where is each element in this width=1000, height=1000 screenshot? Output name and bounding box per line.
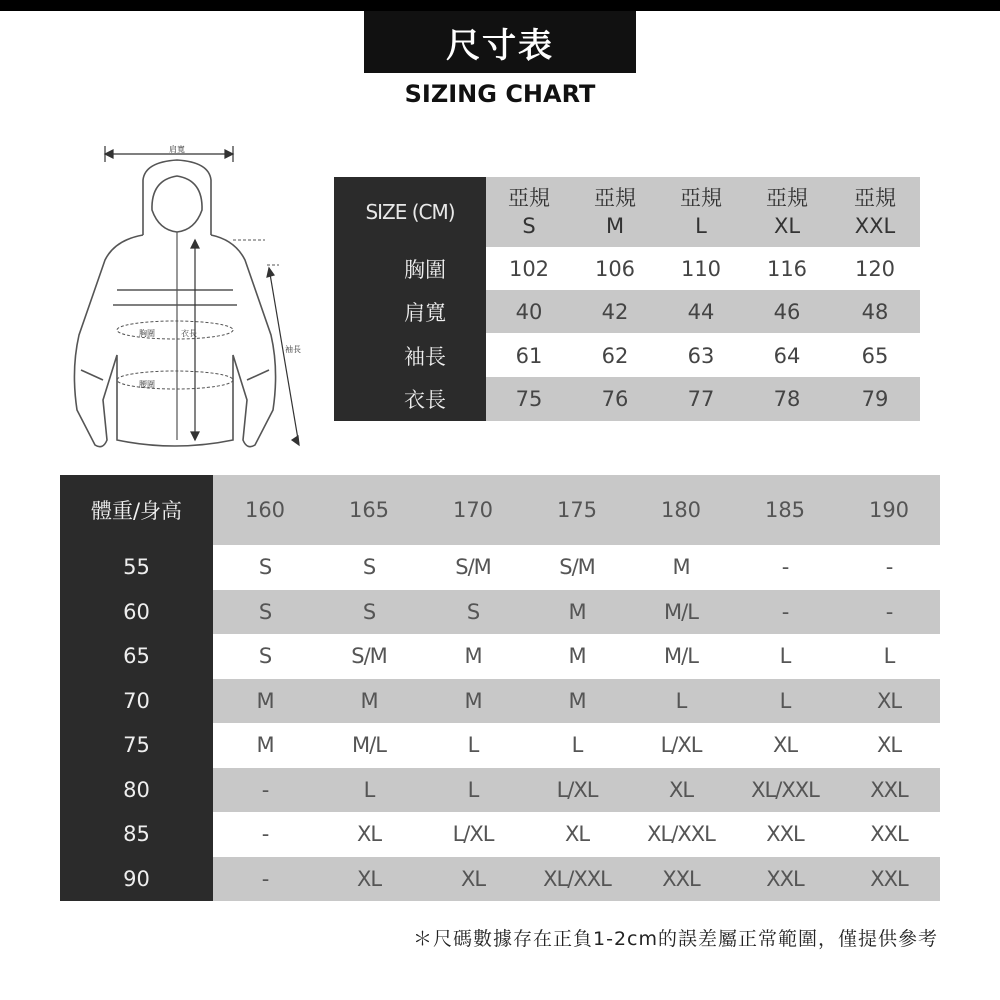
fit-cell: L: [883, 644, 895, 669]
size-column-region: 亞規: [508, 186, 550, 210]
fit-cell: XXL: [870, 866, 908, 891]
sleeve-label: 袖長: [285, 345, 301, 354]
size-cell: 44: [687, 299, 715, 324]
fit-row: [213, 812, 940, 857]
height-header: 185: [764, 498, 806, 522]
size-cell: 106: [594, 256, 636, 281]
fit-cell: S/M: [351, 644, 387, 669]
size-cell: 77: [687, 386, 715, 411]
height-header: 180: [660, 498, 702, 522]
fit-cell: -: [261, 822, 269, 847]
waist-label: 腰圍: [139, 380, 155, 389]
fit-cell: M: [568, 644, 586, 669]
size-column-header: [486, 177, 572, 247]
size-row-label: 袖長: [404, 344, 446, 369]
fit-cell: XL: [876, 733, 902, 758]
fit-cell: M: [568, 599, 586, 624]
fit-cell: -: [261, 866, 269, 891]
fit-cell: XL: [668, 777, 694, 802]
page-title: 尺寸表: [364, 11, 636, 73]
fit-cell: L: [363, 777, 375, 802]
size-row-label: 衣長: [404, 387, 446, 412]
size-cell: 75: [515, 386, 543, 411]
size-cell: 116: [766, 256, 808, 281]
fit-cell: M: [672, 555, 690, 580]
size-cell: 40: [515, 299, 543, 324]
size-cell: 120: [854, 256, 896, 281]
fit-cell: -: [781, 599, 789, 624]
weight-height-corner: 體重/身高: [90, 499, 183, 523]
size-column-header: [658, 177, 744, 247]
size-table-row: [486, 290, 920, 333]
size-cell: 76: [601, 386, 629, 411]
height-header: 170: [452, 498, 494, 522]
fit-cell: L: [779, 688, 791, 713]
fit-cell: XXL: [662, 866, 700, 891]
fit-cell: XL: [356, 866, 382, 891]
top-bar: [0, 0, 1000, 11]
size-column-header: [830, 177, 920, 247]
size-cell: 65: [861, 343, 889, 368]
fit-cell: L/XL: [556, 777, 598, 802]
fit-cell: M/L: [352, 733, 386, 758]
fit-cell: M: [464, 644, 482, 669]
fit-cell: -: [885, 599, 893, 624]
fit-cell: XXL: [766, 822, 804, 847]
size-table-row: [486, 377, 920, 421]
fit-cell: L: [467, 777, 479, 802]
fit-cell: L/XL: [660, 733, 702, 758]
fit-cell: XL/XXL: [751, 777, 819, 802]
chest-label: 胸圍: [139, 329, 155, 338]
size-cell: 48: [861, 299, 889, 324]
fit-cell: XXL: [870, 822, 908, 847]
fit-cell: S/M: [455, 555, 491, 580]
size-column-region: 亞規: [594, 186, 636, 210]
fit-cell: M: [256, 688, 274, 713]
height-header: 175: [556, 498, 598, 522]
size-cell: 110: [680, 256, 722, 281]
fit-cell: XXL: [870, 777, 908, 802]
fit-cell: S: [362, 555, 376, 580]
fit-cell: L: [467, 733, 479, 758]
size-column-size: S: [522, 214, 536, 238]
fit-cell: S: [466, 599, 480, 624]
fit-row: [213, 679, 940, 724]
fit-cell: L: [779, 644, 791, 669]
size-column-region: 亞規: [766, 186, 808, 210]
size-column-size: XXL: [854, 214, 896, 238]
size-column-size: XL: [773, 214, 801, 238]
fit-cell: S: [258, 644, 272, 669]
fit-cell: L: [571, 733, 583, 758]
weight-height-table: [60, 475, 940, 901]
fit-cell: -: [885, 555, 893, 580]
height-header: 165: [348, 498, 390, 522]
size-column-header: [744, 177, 830, 247]
length-label: 衣長: [181, 329, 197, 338]
size-row-label: 胸圍: [404, 257, 446, 282]
fit-cell: S: [362, 599, 376, 624]
size-cell: 78: [773, 386, 801, 411]
weight-label: 55: [123, 555, 150, 580]
fit-cell: M: [464, 688, 482, 713]
fit-cell: XL/XXL: [647, 822, 715, 847]
fit-cell: M/L: [664, 599, 698, 624]
fit-cell: M/L: [664, 644, 698, 669]
size-table-corner: SIZE (CM): [365, 200, 455, 224]
size-cell: 63: [687, 343, 715, 368]
fit-cell: XXL: [766, 866, 804, 891]
weight-label: 70: [123, 688, 150, 713]
fit-cell: XL: [460, 866, 486, 891]
size-cell: 79: [861, 386, 889, 411]
weight-label: 75: [123, 733, 150, 758]
fit-cell: XL/XXL: [543, 866, 611, 891]
weight-label: 60: [123, 599, 150, 624]
weight-label: 80: [123, 777, 150, 802]
size-column-size: M: [605, 214, 625, 238]
size-cell: 102: [508, 256, 550, 281]
height-header: 190: [868, 498, 910, 522]
size-cell: 61: [515, 343, 543, 368]
fit-cell: XL: [564, 822, 590, 847]
fit-cell: XL: [356, 822, 382, 847]
height-header-row: [213, 475, 940, 545]
weight-label: 90: [123, 866, 150, 891]
fit-cell: -: [781, 555, 789, 580]
size-cell: 64: [773, 343, 801, 368]
size-cell: 62: [601, 343, 629, 368]
fit-cell: XL: [876, 688, 902, 713]
height-header: 160: [244, 498, 286, 522]
jacket-diagram: [55, 140, 325, 460]
size-column-size: L: [695, 214, 707, 238]
fit-cell: M: [256, 733, 274, 758]
shoulder-label: 肩寬: [169, 145, 185, 154]
fit-cell: L/XL: [452, 822, 494, 847]
footnote: ＊尺碼數據存在正負1-2cm的誤差屬正常範圍，僅提供參考: [413, 928, 938, 950]
fit-row: [213, 723, 940, 768]
size-table-row: [486, 247, 920, 290]
fit-row: [213, 857, 940, 902]
size-column-header: [572, 177, 658, 247]
page-subtitle: SIZING CHART: [404, 80, 596, 108]
fit-row: [213, 545, 940, 590]
fit-cell: M: [568, 688, 586, 713]
fit-cell: S: [258, 599, 272, 624]
size-column-region: 亞規: [680, 186, 722, 210]
size-row-label: 肩寬: [404, 300, 446, 325]
weight-label: 65: [123, 644, 150, 669]
fit-row: [213, 768, 940, 813]
fit-cell: XL: [772, 733, 798, 758]
fit-cell: S/M: [559, 555, 595, 580]
fit-row: [213, 634, 940, 679]
size-cell: 46: [773, 299, 801, 324]
size-measurement-table: [334, 177, 920, 421]
weight-label: 85: [123, 822, 150, 847]
fit-row: [213, 590, 940, 635]
fit-cell: -: [261, 777, 269, 802]
fit-cell: M: [360, 688, 378, 713]
size-column-region: 亞規: [854, 186, 896, 210]
fit-cell: L: [675, 688, 687, 713]
fit-cell: S: [258, 555, 272, 580]
size-table-row: [486, 334, 920, 377]
size-cell: 42: [601, 299, 629, 324]
